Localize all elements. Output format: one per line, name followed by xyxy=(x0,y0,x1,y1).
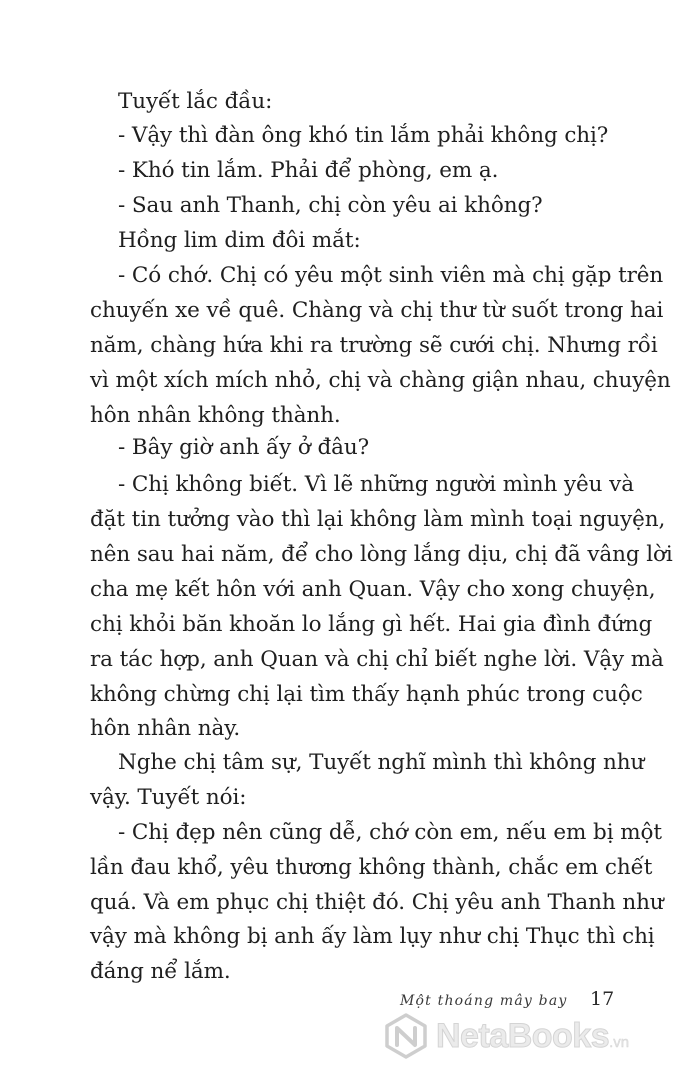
body-line: nên sau hai năm, để cho lòng lắng dịu, chị đã vâng lời xyxy=(90,542,673,567)
page-number: 17 xyxy=(590,988,615,1010)
body-line: chị khỏi băn khoăn lo lắng gì hết. Hai gia đình đứng xyxy=(90,612,653,637)
body-line: - Bây giờ anh ấy ở đâu? xyxy=(118,435,370,460)
body-line: hôn nhân này. xyxy=(90,716,241,741)
body-line: chuyến xe về quê. Chàng và chị thư từ suốt trong hai xyxy=(90,298,664,323)
body-line: lần đau khổ, yêu thương không thành, chắc em chết xyxy=(90,855,653,880)
netabooks-logo-icon xyxy=(382,1012,430,1060)
watermark-brand-name: NetaBooks xyxy=(436,1017,610,1055)
watermark-suffix: .vn xyxy=(609,1034,630,1051)
body-line: vì một xích mích nhỏ, chị và chàng giận nhau, chuyện xyxy=(90,368,671,393)
body-line: đáng nể lắm. xyxy=(90,959,231,984)
body-line: - Chị không biết. Vì lẽ những người mình yêu và xyxy=(118,472,634,497)
body-line: - Vậy thì đàn ông khó tin lắm phải không chị? xyxy=(118,123,609,148)
body-line: ra tác hợp, anh Quan và chị chỉ biết nghe lời. Vậy mà xyxy=(90,647,664,672)
body-line: vậy mà không bị anh ấy làm lụy như chị Thục thì chị xyxy=(90,924,655,949)
body-line: Tuyết lắc đầu: xyxy=(118,89,273,114)
body-line: - Chị đẹp nên cũng dễ, chớ còn em, nếu em bị một xyxy=(118,820,662,845)
body-line: - Sau anh Thanh, chị còn yêu ai không? xyxy=(118,193,543,218)
body-line: đặt tin tưởng vào thì lại không làm mình toại nguyện, xyxy=(90,507,666,532)
running-footer-title: Một thoáng mây bay xyxy=(400,993,568,1009)
body-line: cha mẹ kết hôn với anh Quan. Vậy cho xong chuyện, xyxy=(90,577,656,602)
body-line: năm, chàng hứa khi ra trường sẽ cưới chị. Nhưng rồi xyxy=(90,333,658,358)
netabooks-watermark xyxy=(382,1008,700,1064)
watermark-brand xyxy=(436,1017,629,1056)
body-line: - Khó tin lắm. Phải để phòng, em ạ. xyxy=(118,158,499,183)
body-line: Nghe chị tâm sự, Tuyết nghĩ mình thì không như xyxy=(118,750,645,775)
body-line: không chừng chị lại tìm thấy hạnh phúc trong cuộc xyxy=(90,682,643,707)
body-line: quá. Và em phục chị thiệt đó. Chị yêu anh Thanh như xyxy=(90,890,664,915)
body-line: vậy. Tuyết nói: xyxy=(90,785,247,810)
body-line: Hồng lim dim đôi mắt: xyxy=(118,228,361,253)
body-line: - Có chớ. Chị có yêu một sinh viên mà chị gặp trên xyxy=(118,263,664,288)
body-line: hôn nhân không thành. xyxy=(90,403,341,428)
